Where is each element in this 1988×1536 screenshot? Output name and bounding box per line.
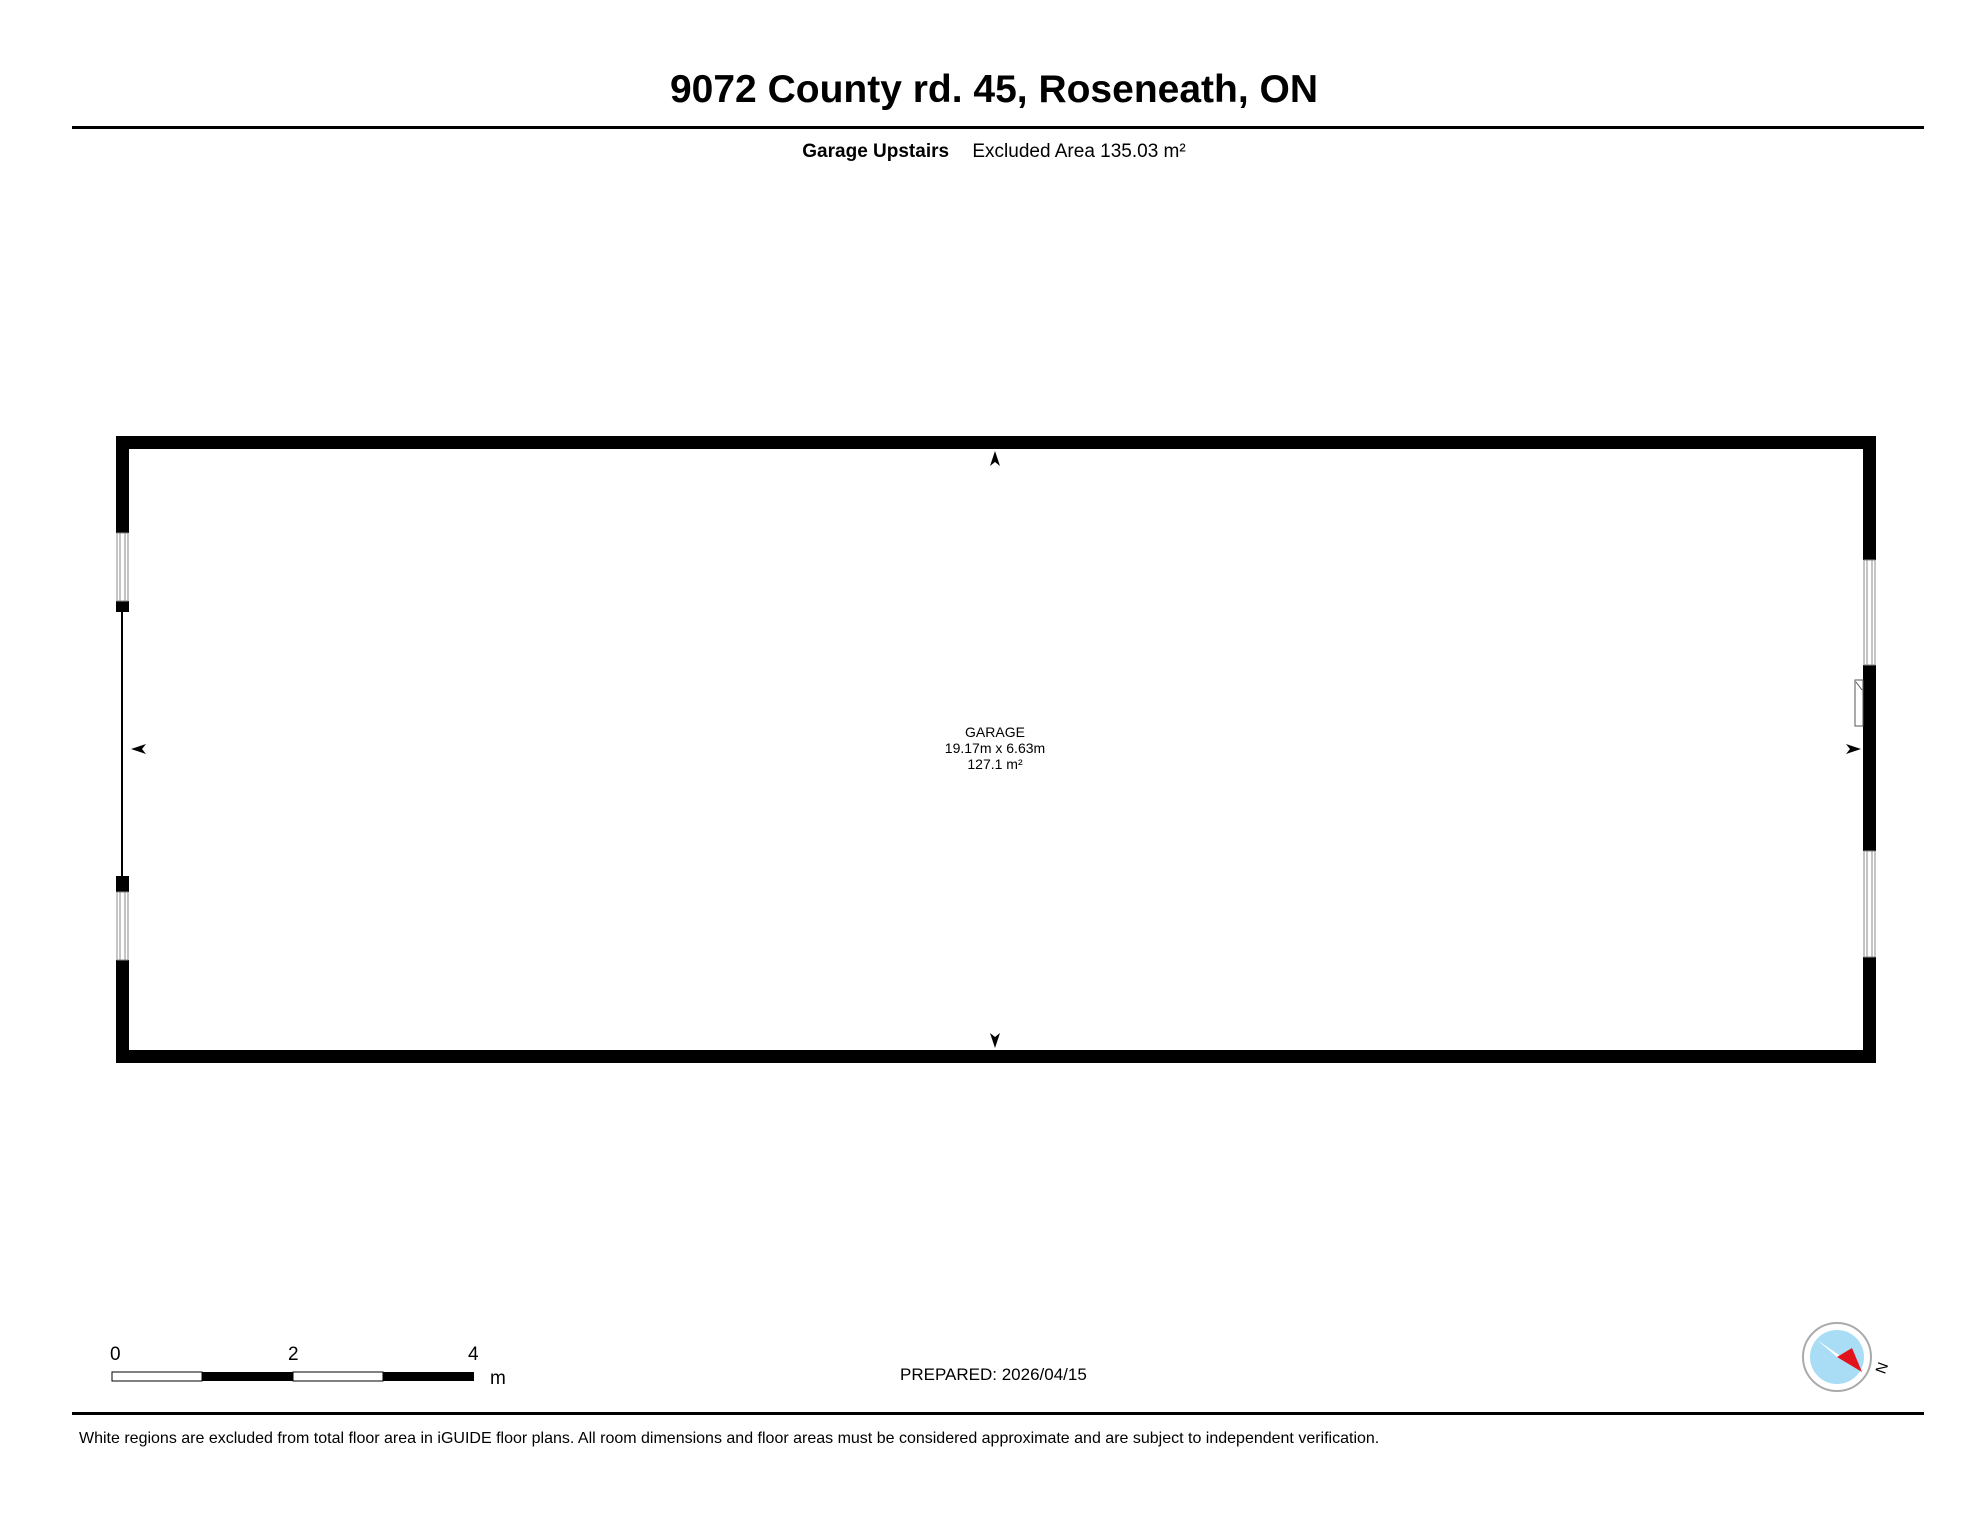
dimension-arrow-east	[1846, 744, 1861, 754]
floor-level-name: Garage Upstairs	[802, 141, 950, 162]
compass-north-label: N	[1872, 1360, 1893, 1377]
door-icon	[1855, 680, 1863, 726]
dimension-arrow-south	[990, 1033, 1000, 1048]
page-title: 9072 County rd. 45, Roseneath, ON	[669, 68, 1318, 111]
room-name: GARAGE	[965, 724, 1025, 740]
scale-unit: m	[490, 1368, 506, 1389]
scale-bar	[112, 1372, 474, 1381]
disclaimer-text: White regions are excluded from total floor area in iGUIDE floor plans. All room dimensions and floor areas must be considered approximate and are subject to independent verification.	[79, 1430, 1380, 1447]
compass-icon	[1803, 1323, 1892, 1391]
excluded-area: Excluded Area 135.03 m²	[972, 141, 1186, 162]
west-wall-segment	[116, 876, 129, 892]
footer-divider	[72, 1412, 1924, 1415]
window	[117, 892, 128, 960]
scale-tick-label: 0	[110, 1344, 121, 1365]
scale-tick-label: 2	[288, 1344, 299, 1365]
east-wall-segment	[1863, 665, 1876, 851]
window	[117, 533, 128, 601]
scale-tick-label: 4	[468, 1344, 479, 1365]
prepared-date: PREPARED: 2026/04/15	[900, 1365, 1087, 1384]
window	[1864, 851, 1875, 957]
west-wall-segment	[116, 601, 129, 612]
room-area: 127.1 m²	[967, 756, 1023, 772]
window	[1864, 560, 1875, 665]
north-wall	[116, 436, 1876, 449]
east-wall-segment	[1863, 957, 1876, 1063]
dimension-arrow-north	[990, 451, 1000, 466]
west-wall-segment	[116, 436, 129, 533]
room-dimensions: 19.17m x 6.63m	[944, 740, 1046, 756]
east-wall-segment	[1863, 436, 1876, 560]
west-wall-segment	[116, 960, 129, 1063]
south-wall	[116, 1050, 1876, 1063]
dimension-arrow-west	[131, 744, 146, 754]
